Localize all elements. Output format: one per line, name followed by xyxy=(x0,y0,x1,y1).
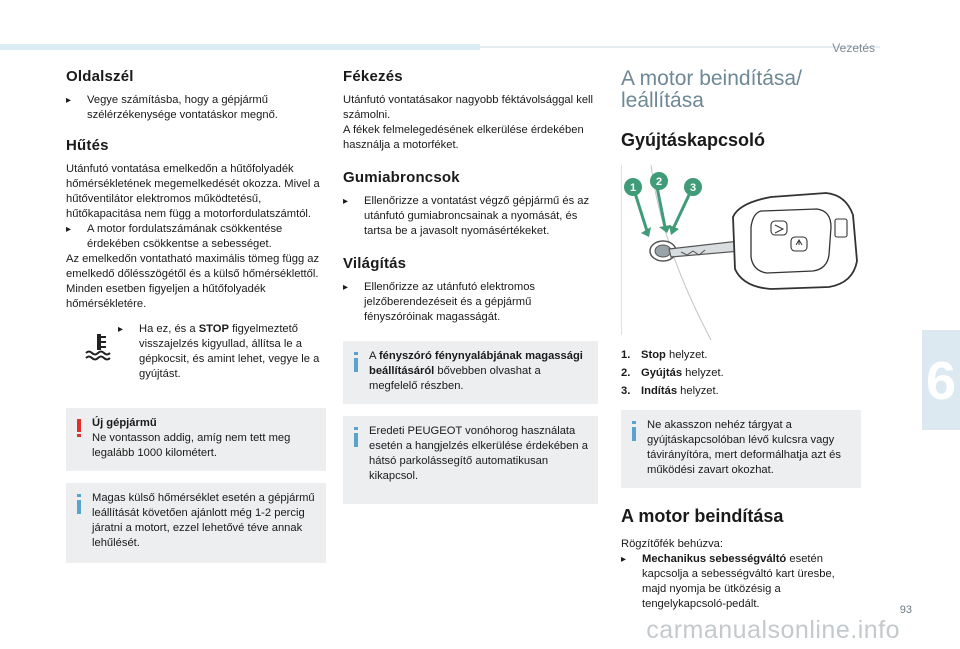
headlamp-note-post: bővebben olvashat a megfelelő részben. xyxy=(369,365,541,392)
bullet-vilagitas xyxy=(343,280,598,325)
headlamp-note-pre: A xyxy=(369,350,379,362)
paragraph-beinditas: Rögzítőfék behúzva: xyxy=(621,538,723,550)
legend-rest: helyzet. xyxy=(665,349,708,361)
legend-num: 1. xyxy=(621,349,631,361)
key-note-text: Ne akasszon nehéz tárgyat a gyújtáskapcsolóban lévő kulcsra vagy távirányítóra, mert deformálhatja azt és működési zavart okozhat. xyxy=(647,419,842,476)
heading-gumi: Gumiabroncsok xyxy=(343,169,460,186)
legend-row xyxy=(621,382,861,400)
chapter-title-line1: A motor beindítása/ xyxy=(621,67,802,90)
chapter-number: 6 xyxy=(925,351,956,411)
bullet-text: Vegye számításba, hogy a gépjármű szélérzékenysége vontatáskor megnő. xyxy=(87,94,278,121)
headlamp-note-text xyxy=(369,349,590,394)
info-note-key xyxy=(621,410,861,488)
section-header: Vezetés xyxy=(832,41,875,55)
heading-hutes: Hűtés xyxy=(66,137,109,154)
chapter-title xyxy=(621,68,861,112)
bullet-beinditas xyxy=(621,552,861,612)
legend-row xyxy=(621,364,861,382)
bullet-text: Ellenőrizze a vontatást végző gépjármű és az utánfutó gumiabroncsainak a nyomását, és tartsa be a javasolt nyomásértékeket. xyxy=(364,195,590,237)
column-right xyxy=(621,60,861,612)
warning-note xyxy=(66,408,326,471)
stop-text-post: figyelmeztető visszajelzés kigyullad, állítsa le a gépkocsit, és amint lehet, vegye le a gyújtást. xyxy=(139,323,320,380)
legend-label: Indítás xyxy=(641,385,678,397)
page-number: 93 xyxy=(899,604,912,616)
triangle-right-icon: ▸ xyxy=(66,95,72,106)
paragraph-hutes-1: Utánfutó vontatása emelkedőn a hűtőfolyadék hőmérsékletének megemelkedését okozza. Mivel a hűtőventilátor elektromos működtetésű, hűtőkapacitása nem függ a motorfordulatszámtól. xyxy=(66,163,320,220)
info-note-temperature xyxy=(66,483,326,563)
bullet-stop xyxy=(118,322,326,382)
bullet-hutes xyxy=(66,222,326,252)
paragraph-fekezes-1: Utánfutó vontatásakor nagyobb féktávolsággal kell számolni. xyxy=(343,94,594,121)
stop-text-pre: Ha ez, és a xyxy=(139,323,199,335)
heading-vilagitas: Világítás xyxy=(343,255,407,272)
legend-label: Stop xyxy=(641,349,666,361)
heading-fekezes: Fékezés xyxy=(343,68,403,85)
legend-label: Gyújtás xyxy=(641,367,683,379)
ignition-legend xyxy=(621,346,861,400)
info-bar-icon xyxy=(353,351,359,373)
heading-beinditas: A motor beindítása xyxy=(621,506,784,526)
coolant-temperature-icon xyxy=(84,332,114,362)
bullet-text: Ellenőrizze az utánfutó elektromos jelzőberendezéseit és a gépjármű fényszóróinak magasságát. xyxy=(364,281,536,323)
warning-text: Ne vontasson addig, amíg nem tett meg legalább 1000 kilométert. xyxy=(92,432,291,459)
bullet-text: A motor fordulatszámának csökkentése érdekében csökkentse a sebességet. xyxy=(87,223,283,250)
legend-rest: helyzet. xyxy=(677,385,719,397)
watermark: carmanualsonline.info xyxy=(646,616,900,644)
info-bar-icon xyxy=(353,426,359,448)
towbar-note-text: Eredeti PEUGEOT vonóhorog használata esetén a hangjelzés elkerülése érdekében a hátsó parkolássegítő automatikusan kikapcsol. xyxy=(369,425,588,482)
marker-label-3: 3 xyxy=(689,182,697,194)
headlamp-note-bold: fényszóró fénynyalábjának magassági beállításáról xyxy=(369,350,583,377)
column-middle xyxy=(343,60,598,504)
bullet-gumi xyxy=(343,194,598,239)
header-bar-line xyxy=(480,46,880,48)
column-left xyxy=(66,60,326,563)
chapter-title-line2: leállítása xyxy=(621,89,704,112)
heading-gyujtas: Gyújtáskapcsoló xyxy=(621,130,766,150)
triangle-right-icon: ▸ xyxy=(66,224,72,235)
paragraph-hutes-3: Minden esetben figyeljen a hűtőfolyadék hőmérsékletére. xyxy=(66,283,266,310)
triangle-right-icon: ▸ xyxy=(118,324,124,335)
ignition-key-illustration xyxy=(621,165,861,340)
stop-label: STOP xyxy=(198,323,229,335)
gearbox-label: Mechanikus sebességváltó xyxy=(642,553,787,565)
stop-warning-block xyxy=(66,322,326,392)
triangle-right-icon: ▸ xyxy=(621,554,627,565)
info-note-headlamp xyxy=(343,341,598,404)
info-note-towbar xyxy=(343,416,598,504)
info-text: Magas külső hőmérséklet esetén a gépjármű leállítását követően ajánlott még 1-2 percig járatni a motort, ezzel lehetővé téve annak lehűlését. xyxy=(92,492,315,549)
heading-oldalszel: Oldalszél xyxy=(66,68,134,85)
legend-num: 2. xyxy=(621,367,631,379)
marker-label-1: 1 xyxy=(629,182,637,194)
triangle-right-icon: ▸ xyxy=(343,282,349,293)
ignition-key-figure xyxy=(621,165,861,340)
legend-num: 3. xyxy=(621,385,631,397)
info-bar-icon xyxy=(631,420,637,442)
triangle-right-icon: ▸ xyxy=(343,196,349,207)
paragraph-fekezes-2: A fékek felmelegedésének elkerülése érdekében használja a motorféket. xyxy=(343,124,584,151)
exclamation-icon xyxy=(76,418,82,438)
marker-label-2: 2 xyxy=(655,176,663,188)
info-bar-icon xyxy=(76,493,82,515)
bullet-oldalszel xyxy=(66,93,326,123)
paragraph-hutes-2: Az emelkedőn vontatható maximális tömeg függ az emelkedő dőlésszögétől és a külső hőmérséklettől. xyxy=(66,253,320,280)
header-bar-accent xyxy=(0,44,480,50)
bullet-text: esetén kapcsolja a sebességváltó kart üresbe, majd nyomja be ütközésig a tengelykapcsoló-pedált. xyxy=(642,553,835,610)
legend-row xyxy=(621,346,861,364)
legend-rest: helyzet. xyxy=(682,367,724,379)
warning-title: Új gépjármű xyxy=(92,417,157,429)
